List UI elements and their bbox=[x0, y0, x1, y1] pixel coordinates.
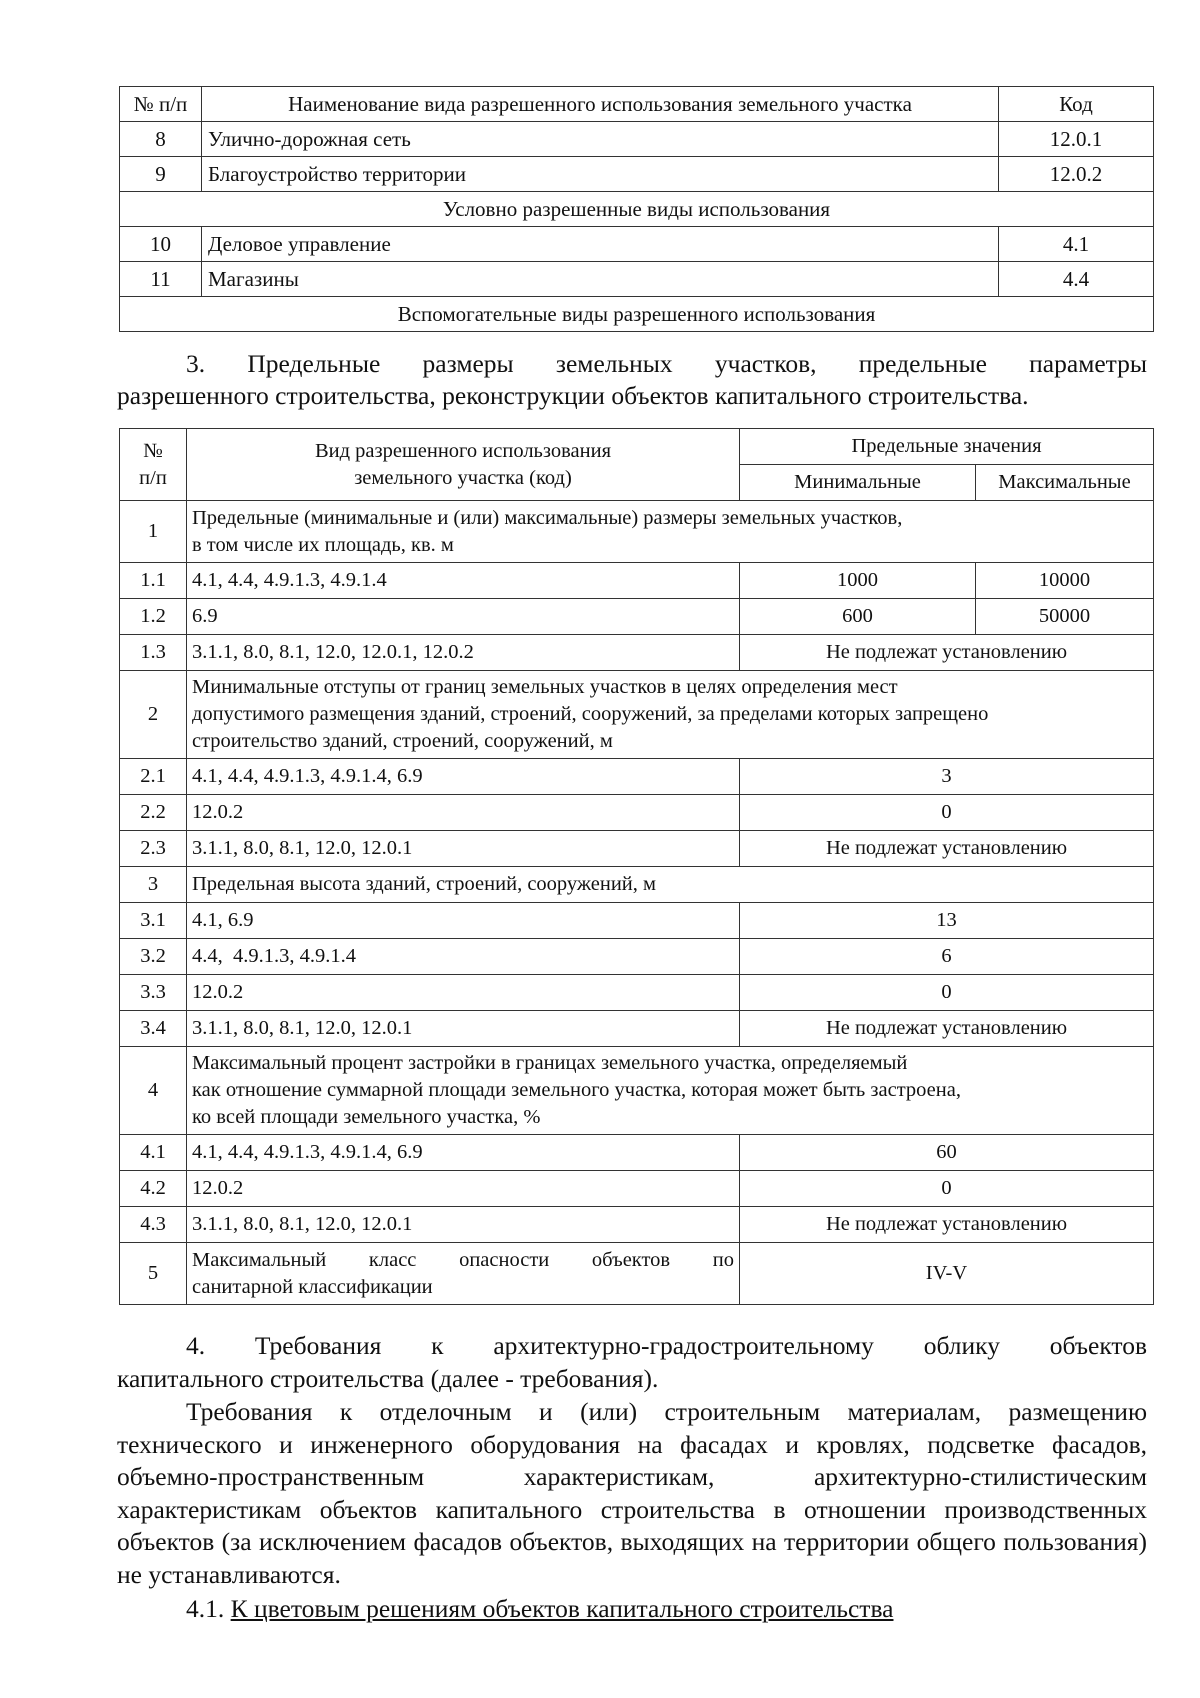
group-title bbox=[187, 501, 1154, 563]
group-title-line2: допустимого размещения зданий, строений, сооружений, за пределами которых запрещено bbox=[192, 703, 989, 725]
group-title-line2: как отношение суммарной площади земельного участка, которая может быть застроена, bbox=[192, 1079, 961, 1101]
header-num-line2: п/п bbox=[139, 466, 167, 489]
section3-title-line2: разрешенного строительства, реконструкции объектов капитального строительства. bbox=[117, 381, 1029, 410]
row-min: 1000 bbox=[740, 563, 976, 599]
row-num: 2.3 bbox=[120, 831, 187, 867]
section4-p3 bbox=[117, 1593, 1147, 1626]
row-name: Магазины bbox=[202, 262, 999, 297]
table-row bbox=[120, 1207, 1154, 1243]
group-title-line2: санитарной классификации bbox=[192, 1275, 433, 1298]
row-num: 4.3 bbox=[120, 1207, 187, 1243]
table-row bbox=[120, 1171, 1154, 1207]
group-title-line1: Максимальный класс опасности объектов по bbox=[192, 1248, 734, 1271]
section4-p2: Требования к отделочным и (или) строительным материалам, размещению технического и инженерного оборудования на фасадах и кровлях, подсветке фасадов, объемно-пространственным характеристикам, архитектурно-стилистическим характеристикам объектов капитального строительства в отношении производственных объектов (за исключением фасадов объектов, выходящих на территории общего пользования) не устанавливаются. bbox=[117, 1397, 1147, 1589]
row-codes: 4.1, 4.4, 4.9.1.3, 4.9.1.4 bbox=[187, 563, 740, 599]
group-row bbox=[120, 1047, 1154, 1135]
table-row bbox=[120, 635, 1154, 671]
group-title bbox=[187, 1047, 1154, 1135]
table-row bbox=[120, 262, 1154, 297]
row-codes: 12.0.2 bbox=[187, 975, 740, 1011]
table-row bbox=[120, 1011, 1154, 1047]
group-num: 2 bbox=[120, 671, 187, 759]
table-row bbox=[120, 831, 1154, 867]
header-num-line1: № bbox=[143, 439, 163, 462]
row-codes: 4.1, 4.4, 4.9.1.3, 4.9.1.4, 6.9 bbox=[187, 1135, 740, 1171]
section4-p3-text: К цветовым решениям объектов капитального строительства bbox=[230, 1594, 894, 1623]
row-num: 3.2 bbox=[120, 939, 187, 975]
header-limits: Предельные значения bbox=[740, 429, 1154, 465]
row-num: 9 bbox=[120, 157, 202, 192]
row-value: IV-V bbox=[740, 1243, 1154, 1305]
row-num: 1.1 bbox=[120, 563, 187, 599]
row-value: Не подлежат установлению bbox=[740, 831, 1154, 867]
row-num: 11 bbox=[120, 262, 202, 297]
row-name: Благоустройство территории bbox=[202, 157, 999, 192]
table-row bbox=[120, 939, 1154, 975]
row-code: 4.1 bbox=[999, 227, 1154, 262]
header-type-line2: земельного участка (код) bbox=[354, 466, 572, 489]
group-title bbox=[187, 671, 1154, 759]
section-row bbox=[120, 192, 1154, 227]
row-num: 3.4 bbox=[120, 1011, 187, 1047]
table-row bbox=[120, 903, 1154, 939]
group-title: Предельная высота зданий, строений, сооружений, м bbox=[187, 867, 1154, 903]
section4-p1-line2: капитального строительства (далее - требования). bbox=[117, 1364, 659, 1393]
land-use-types-table bbox=[119, 86, 1154, 332]
row-max: 50000 bbox=[976, 599, 1154, 635]
row-codes: 3.1.1, 8.0, 8.1, 12.0, 12.0.1, 12.0.2 bbox=[187, 635, 740, 671]
row-codes: 3.1.1, 8.0, 8.1, 12.0, 12.0.1 bbox=[187, 1207, 740, 1243]
row-num: 4.2 bbox=[120, 1171, 187, 1207]
table-row bbox=[120, 157, 1154, 192]
table-row bbox=[120, 975, 1154, 1011]
header-num bbox=[120, 429, 187, 501]
group-title-line1: Минимальные отступы от границ земельных участков в целях определения мест bbox=[192, 676, 898, 698]
row-codes: 6.9 bbox=[187, 599, 740, 635]
row-value: 60 bbox=[740, 1135, 1154, 1171]
row-name: Улично-дорожная сеть bbox=[202, 122, 999, 157]
header-type bbox=[187, 429, 740, 501]
section-conditional: Условно разрешенные виды использования bbox=[120, 192, 1154, 227]
group-row bbox=[120, 1243, 1154, 1305]
row-value: Не подлежат установлению bbox=[740, 635, 1154, 671]
row-codes: 4.1, 6.9 bbox=[187, 903, 740, 939]
table-row bbox=[120, 1135, 1154, 1171]
row-num: 1.3 bbox=[120, 635, 187, 671]
row-codes: 3.1.1, 8.0, 8.1, 12.0, 12.0.1 bbox=[187, 831, 740, 867]
row-value: Не подлежат установлению bbox=[740, 1011, 1154, 1047]
group-title-line1: Максимальный процент застройки в границах земельного участка, определяемый bbox=[192, 1052, 908, 1074]
row-num: 10 bbox=[120, 227, 202, 262]
group-num: 5 bbox=[120, 1243, 187, 1305]
table-row bbox=[120, 599, 1154, 635]
section4-p3-num: 4.1. bbox=[186, 1594, 225, 1623]
section-auxiliary: Вспомогательные виды разрешенного использования bbox=[120, 297, 1154, 332]
row-code: 12.0.1 bbox=[999, 122, 1154, 157]
table-header-row bbox=[120, 87, 1154, 122]
limit-parameters-table bbox=[119, 428, 1154, 1305]
row-codes: 4.4, 4.9.1.3, 4.9.1.4 bbox=[187, 939, 740, 975]
row-num: 3.3 bbox=[120, 975, 187, 1011]
row-codes: 4.1, 4.4, 4.9.1.3, 4.9.1.4, 6.9 bbox=[187, 759, 740, 795]
row-num: 8 bbox=[120, 122, 202, 157]
row-codes: 12.0.2 bbox=[187, 1171, 740, 1207]
group-num: 3 bbox=[120, 867, 187, 903]
group-row bbox=[120, 867, 1154, 903]
row-value: 0 bbox=[740, 975, 1154, 1011]
row-value: 13 bbox=[740, 903, 1154, 939]
row-value: 0 bbox=[740, 795, 1154, 831]
row-code: 12.0.2 bbox=[999, 157, 1154, 192]
table-row bbox=[120, 563, 1154, 599]
row-min: 600 bbox=[740, 599, 976, 635]
group-title-line3: ко всей площади земельного участка, % bbox=[192, 1106, 541, 1128]
row-num: 1.2 bbox=[120, 599, 187, 635]
row-num: 2.1 bbox=[120, 759, 187, 795]
row-codes: 3.1.1, 8.0, 8.1, 12.0, 12.0.1 bbox=[187, 1011, 740, 1047]
row-name: Деловое управление bbox=[202, 227, 999, 262]
table-row bbox=[120, 795, 1154, 831]
table-row bbox=[120, 122, 1154, 157]
row-value: 3 bbox=[740, 759, 1154, 795]
row-code: 4.4 bbox=[999, 262, 1154, 297]
header-code: Код bbox=[999, 87, 1154, 122]
table-row bbox=[120, 759, 1154, 795]
section4-p1-line1: 4. Требования к архитектурно-градостроительному облику объектов bbox=[186, 1331, 1147, 1360]
row-codes: 12.0.2 bbox=[187, 795, 740, 831]
row-max: 10000 bbox=[976, 563, 1154, 599]
header-max: Максимальные bbox=[976, 465, 1154, 501]
group-title-line3: строительство зданий, строений, сооружений, м bbox=[192, 730, 613, 752]
header-name: Наименование вида разрешенного использования земельного участка bbox=[202, 87, 999, 122]
group-title bbox=[187, 1243, 740, 1305]
table-row bbox=[120, 227, 1154, 262]
row-value: 0 bbox=[740, 1171, 1154, 1207]
group-title-line1: Предельные (минимальные и (или) максимальные) размеры земельных участков, bbox=[192, 506, 903, 529]
row-num: 4.1 bbox=[120, 1135, 187, 1171]
row-value: 6 bbox=[740, 939, 1154, 975]
header-min: Минимальные bbox=[740, 465, 976, 501]
group-row bbox=[120, 501, 1154, 563]
section-row bbox=[120, 297, 1154, 332]
section3-title-line1: 3. Предельные размеры земельных участков, предельные параметры bbox=[186, 349, 1147, 378]
group-title-line2: в том числе их площадь, кв. м bbox=[192, 533, 454, 556]
group-num: 4 bbox=[120, 1047, 187, 1135]
row-num: 2.2 bbox=[120, 795, 187, 831]
row-num: 3.1 bbox=[120, 903, 187, 939]
header-num: № п/п bbox=[120, 87, 202, 122]
group-num: 1 bbox=[120, 501, 187, 563]
group-row bbox=[120, 671, 1154, 759]
header-type-line1: Вид разрешенного использования bbox=[314, 439, 612, 462]
table-header-row bbox=[120, 429, 1154, 465]
row-value: Не подлежат установлению bbox=[740, 1207, 1154, 1243]
